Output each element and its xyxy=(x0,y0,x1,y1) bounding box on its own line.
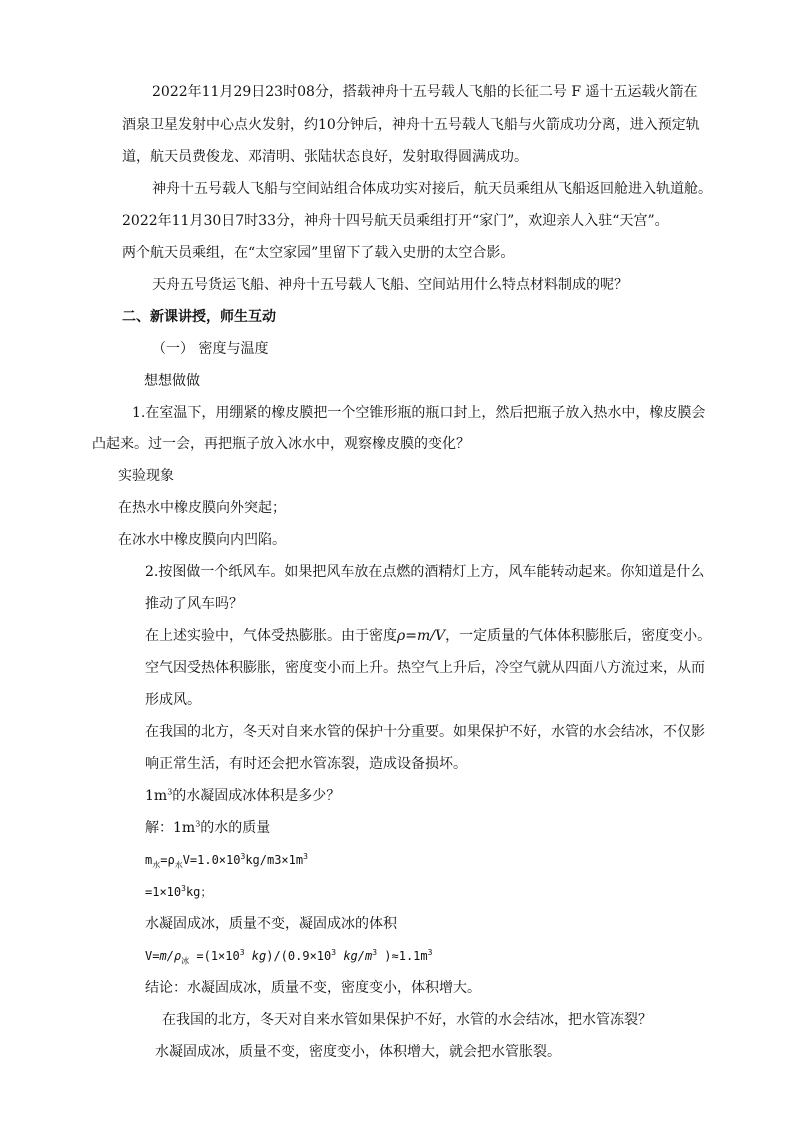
calc1-rest: V=1.0×10 xyxy=(182,853,241,867)
explanation-line1 xyxy=(145,626,711,646)
phenomenon-label: 实验现象 xyxy=(118,468,174,484)
calc1-sub-water: 水 xyxy=(152,860,161,870)
explanation-line3: 形成风。 xyxy=(145,692,201,708)
calc3-e3: 3 xyxy=(372,948,378,957)
north-line1: 在我国的北方，冬天对自来水管的保护十分重要。如果保护不好，水管的水会结冰，不仅影 xyxy=(145,724,705,740)
calc3-mid: )/(0.9×10 xyxy=(266,949,332,963)
calc1-exp1: 3 xyxy=(240,852,246,861)
volume-question xyxy=(145,786,340,806)
para2-line3: 两个航天员乘组，在“太空家园”里留下了载入史册的太空合影。 xyxy=(122,245,515,261)
q2-line1: 2.按图做一个纸风车。如果把风车放在点燃的酒精灯上方，风车能转动起来。你知道是什么 xyxy=(145,564,705,580)
section-heading: 二、新课讲授，师生互动 xyxy=(122,309,276,325)
calc3-sub-ice: 冰 xyxy=(181,956,190,966)
final-answer: 水凝固成冰，质量不变，密度变小，体积增大，就会把水管胀裂。 xyxy=(155,1044,561,1060)
solution-text-post: 的水的质量 xyxy=(200,820,271,836)
calc1-rest2: kg/m3×1m xyxy=(245,853,304,867)
explanation-line2: 空气因受热体积膨胀，密度变小而上升。热空气上升后，冷空气就从四面八方流过来，从而 xyxy=(145,660,705,676)
freeze-statement: 水凝固成冰，质量不变，凝固成冰的体积 xyxy=(145,916,397,932)
calc3-m: m xyxy=(159,949,167,963)
q1-line1: 1.在室温下，用绷紧的橡皮膜把一个空锥形瓶的瓶口封上，然后把瓶子放入热水中，橡皮膜会 xyxy=(132,405,706,421)
density-formula: ρ=m/V xyxy=(397,628,446,644)
calc3-kgm: kg/m xyxy=(336,949,373,963)
cold-water-result: 在冰水中橡皮膜向内凹陷。 xyxy=(118,532,286,548)
para2-line1: 神舟十五号载人飞船与空间站组合体成功实对接后，航天员乘组从飞船返回舱进入轨道舱。 xyxy=(152,181,712,197)
explanation-text-a: 在上述实验中，气体受热膨胀。由于密度 xyxy=(145,628,397,644)
solution-line xyxy=(145,818,270,838)
think-do-label: 想想做做 xyxy=(144,373,200,389)
para1-line1: 2022年11月29日23时08分，搭载神舟十五号载人飞船的长征二号 F 遥十五运载火箭在 xyxy=(152,84,698,100)
q1-line2: 凸起来。过一会，再把瓶子放入冰水中，观察橡皮膜的变化？ xyxy=(92,436,470,452)
calc3-e1: 3 xyxy=(239,948,245,957)
calc3-kg: kg xyxy=(244,949,267,963)
q2-line2: 推动了风车吗？ xyxy=(145,596,243,612)
calc3-eq: =(1×10 xyxy=(189,949,240,963)
calc3-pre: V= xyxy=(145,949,160,963)
calc1-exp2: 3 xyxy=(303,852,308,861)
solution-sup: 3 xyxy=(195,819,201,829)
para2-line2: 2022年11月30日7时33分，神舟十四号航天员乘组打开“家门”，欢迎亲人入驻“天宫”。 xyxy=(122,213,669,229)
calc2-post: kg； xyxy=(185,885,213,899)
calc3-rho: /ρ xyxy=(166,949,182,963)
north-line2: 响正常生活，有时还会把水管冻裂，造成设备损坏。 xyxy=(145,756,467,772)
hot-water-result: 在热水中橡皮膜向外突起； xyxy=(118,500,286,516)
calc3-e4: 3 xyxy=(427,948,433,957)
calc1-m: m xyxy=(145,853,153,867)
mass-calculation xyxy=(145,850,308,870)
calc1-rho: =ρ xyxy=(160,853,175,867)
calc2-pre: =1×10 xyxy=(145,885,182,899)
calc3-end: )≈1.1m xyxy=(377,949,428,963)
final-question: 在我国的北方，冬天对自来水管如果保护不好，水管的水会结冰，把水管冻裂？ xyxy=(162,1012,652,1028)
subsection-heading: （一） 密度与温度 xyxy=(152,341,269,357)
mass-result xyxy=(145,882,212,902)
question-text-pre: 1m xyxy=(145,788,168,804)
conclusion: 结论：水凝固成冰，质量不变，密度变小，体积增大。 xyxy=(145,980,481,996)
calc3-e2: 3 xyxy=(331,948,337,957)
volume-calculation xyxy=(145,946,432,966)
question-sup: 3 xyxy=(167,787,173,797)
explanation-text-b: ，一定质量的气体体积膨胀后，密度变小。 xyxy=(445,628,712,644)
para1-line2: 酒泉卫星发射中心点火发射，约10分钟后，神舟十五号载人飞船与火箭成功分离，进入预定轨 xyxy=(122,117,700,133)
calc1-sub-water2: 水 xyxy=(174,860,183,870)
para1-line3: 道，航天员费俊龙、邓清明、张陆状态良好，发射取得圆满成功。 xyxy=(122,149,528,165)
para3: 天舟五号货运飞船、神舟十五号载人飞船、空间站用什么特点材料制成的呢？ xyxy=(152,277,628,293)
solution-text-pre: 解：1m xyxy=(145,820,196,836)
question-text-post: 的水凝固成冰体积是多少？ xyxy=(172,788,341,804)
calc2-exp: 3 xyxy=(181,884,186,893)
